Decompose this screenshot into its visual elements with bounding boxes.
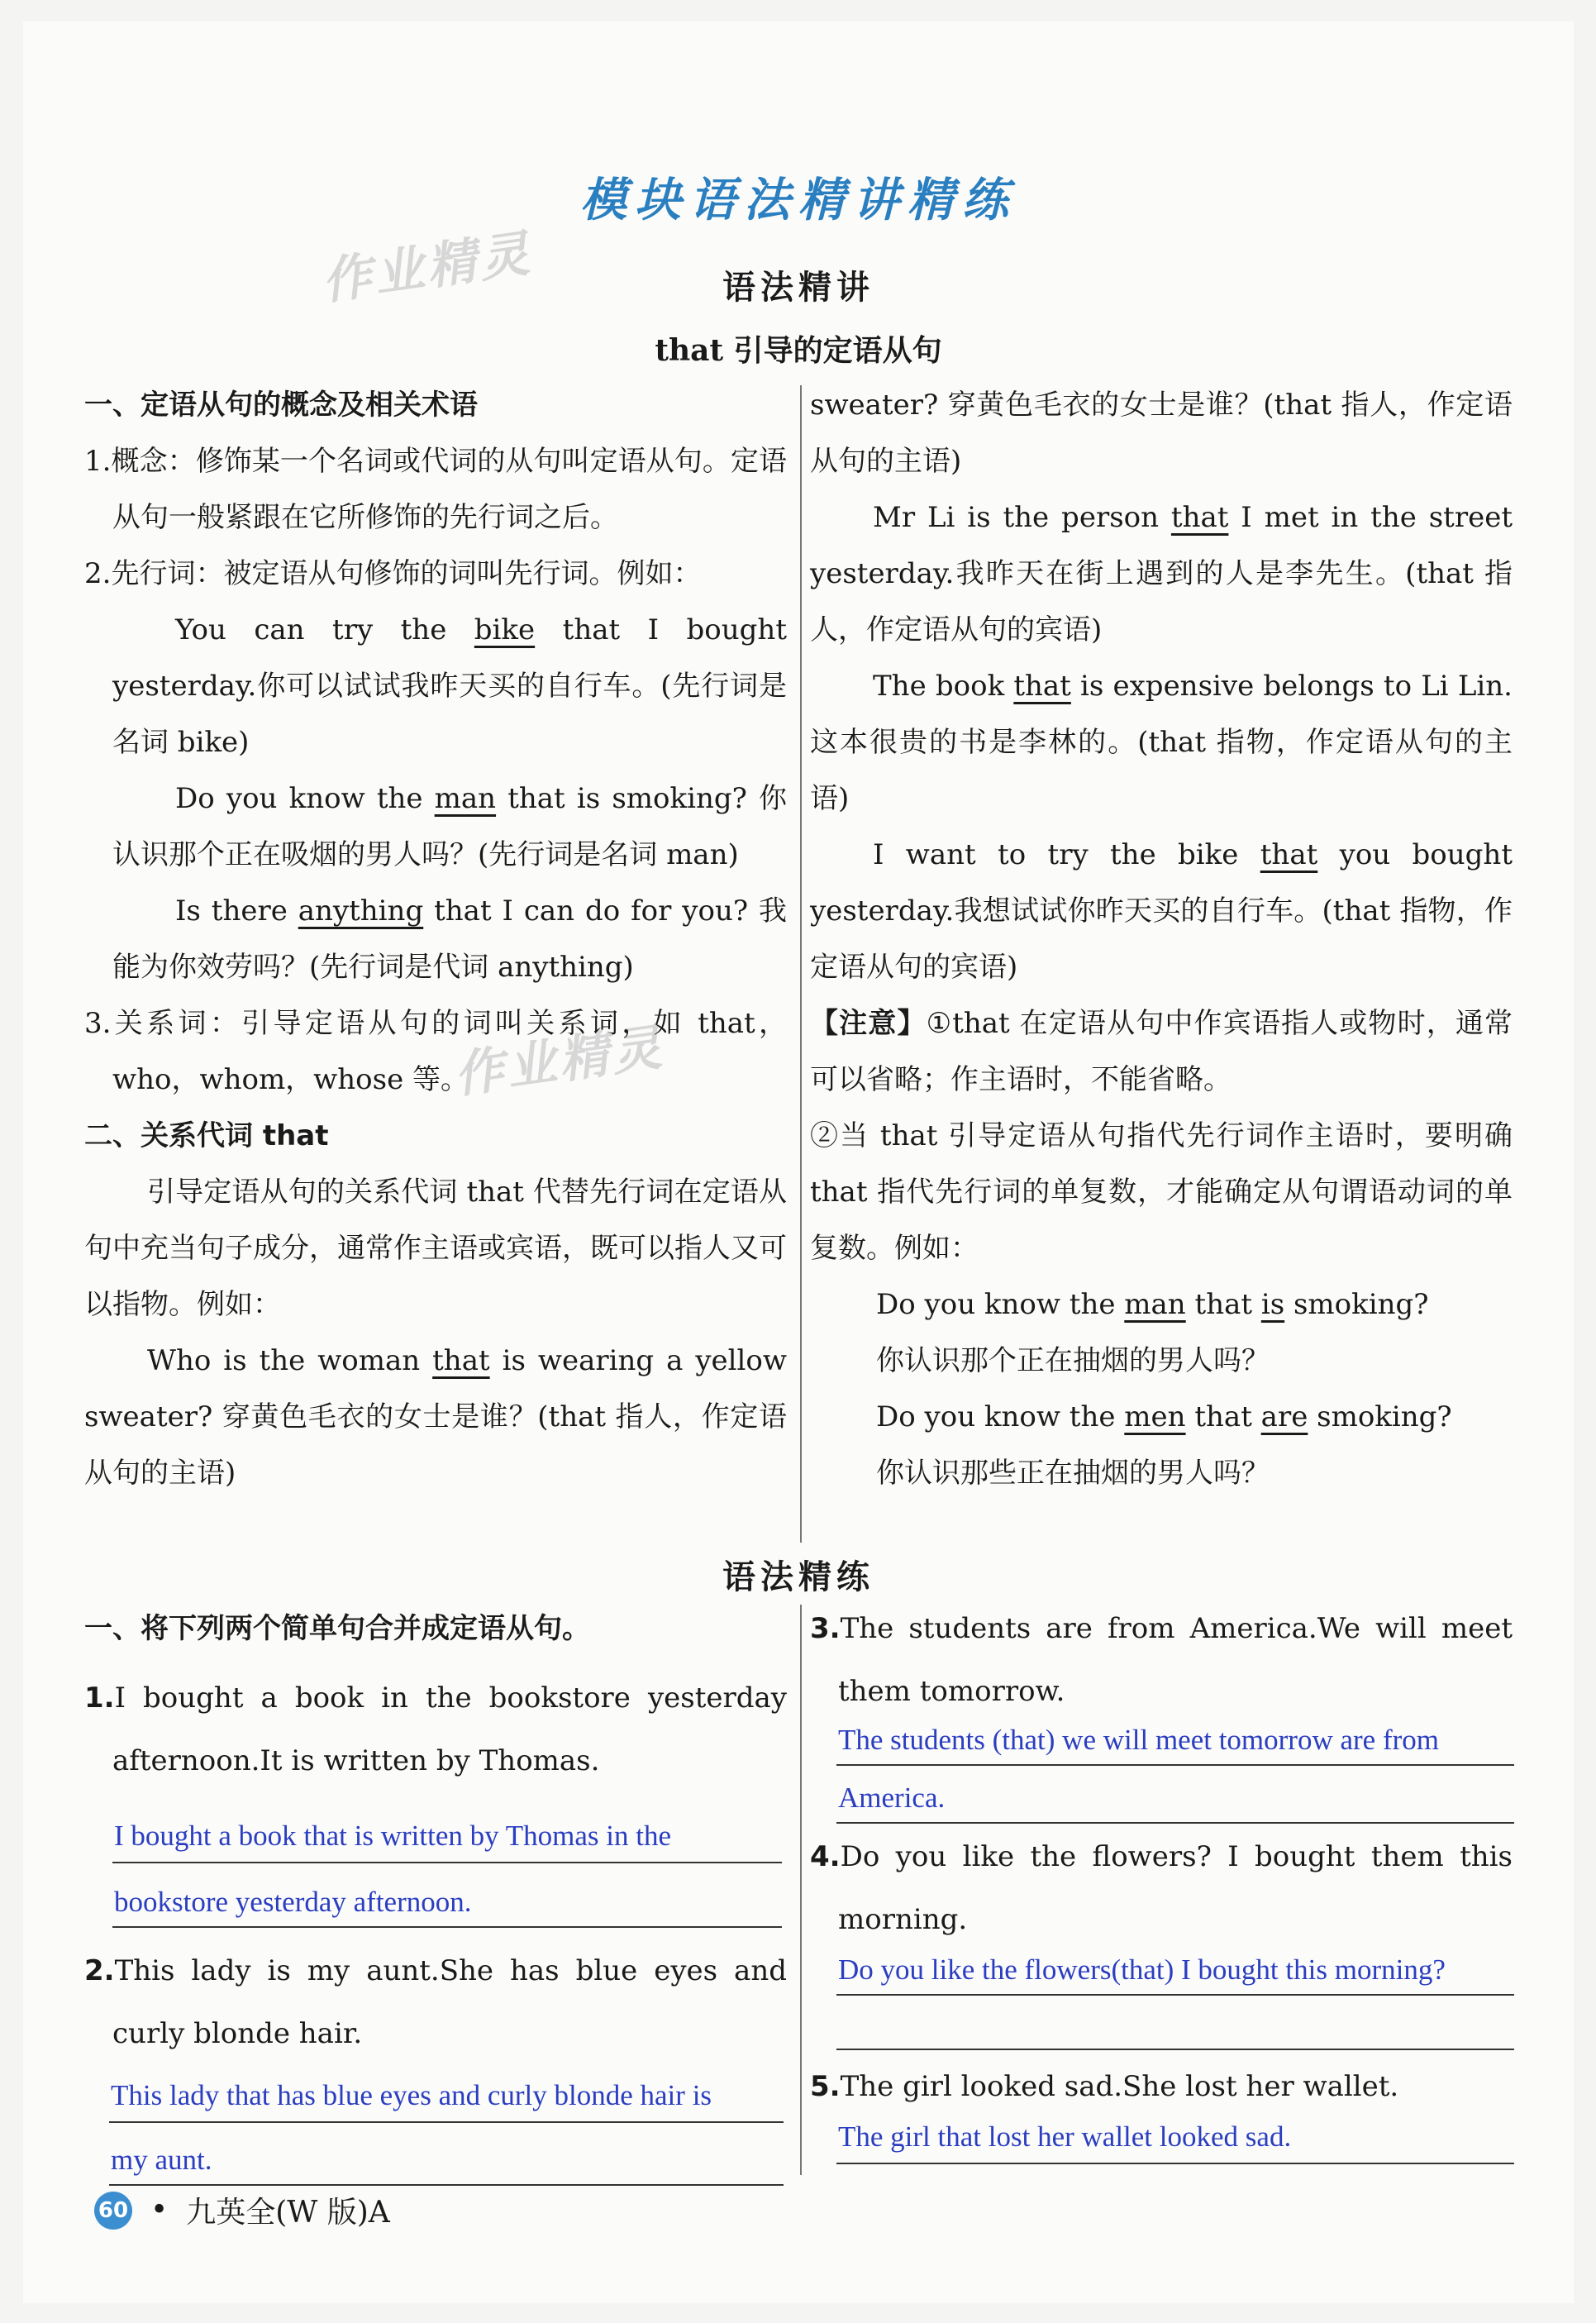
example-sentence: Do you know the men that are smoking?	[876, 1400, 1452, 1433]
question-5: 5.The girl looked sad.She lost her wallet.	[810, 2070, 1399, 2103]
page-footer	[94, 2189, 390, 2231]
practice-heading: 一、将下列两个简单句合并成定语从句。	[84, 1612, 590, 1645]
practice-title: 语法精练	[722, 1557, 874, 1596]
watermark: 作业精灵	[450, 1018, 669, 1105]
answer-line-text: The girl that lost her wallet looked sad.	[838, 2120, 1292, 2153]
answer-line	[112, 1862, 782, 1863]
answer-line-text: Do you like the flowers(that) I bought this morning?	[838, 1953, 1446, 1986]
answer-line	[836, 2049, 1514, 2050]
column-divider	[800, 1605, 802, 2175]
that-paragraph: 引导定语从句的关系代词 that 代替先行词在定语从句中充当句子成分，通常作主语或宾语，既可以指人又可以指物。例如：	[84, 1176, 787, 1321]
example-sentence: Is there anything that I can do for you? 我能为你效劳吗？(先行词是代词 anything)	[112, 894, 787, 984]
answer-line-text: I bought a book that is written by Thomas in the	[114, 1820, 671, 1852]
answer-line	[836, 2163, 1514, 2164]
example-translation: 你认识那些正在抽烟的男人吗？	[876, 1457, 1270, 1490]
section-heading: 一、定语从句的概念及相关术语	[84, 389, 478, 422]
book-label: 九英全(W 版)A	[186, 2196, 390, 2230]
question-2: 2.This lady is my aunt.She has blue eyes and curly blonde hair.	[84, 1954, 787, 2050]
question-3: 3.The students are from America.We will meet them tomorrow.	[810, 1612, 1513, 1708]
lecture-right-column	[810, 377, 1513, 1501]
antecedent-paragraph: 2.先行词：被定语从句修饰的词叫先行词。例如：	[84, 557, 702, 590]
lecture-left-column	[84, 377, 787, 1490]
answer-line	[836, 1764, 1514, 1766]
answer-line-text: The students (that) we will meet tomorrow are from	[838, 1724, 1440, 1756]
answer-line-text: America.	[838, 1782, 946, 1814]
example-sentence: Mr Li is the person that I met in the street yesterday.我昨天在街上遇到的人是李先生。(that 指人，作定语从句的宾语)	[810, 501, 1513, 646]
relative-word-paragraph: 3.关系词：引导定语从句的词叫关系词，如 that，who，whom，whose 等。	[84, 1007, 787, 1096]
note-paragraph: 【注意】①that 在定语从句中作宾语指人或物时，通常可以省略；作主语时，不能省略。	[810, 1007, 1513, 1096]
answer-line-text: This lady that has blue eyes and curly blonde hair is	[111, 2079, 712, 2111]
example-translation: 你认识那个正在抽烟的男人吗？	[876, 1344, 1270, 1377]
workbook-page	[23, 21, 1574, 2303]
example-sentence: You can try the bike that I bought yesterday.你可以试试我昨天买的自行车。(先行词是名词 bike)	[112, 613, 787, 759]
question-4: 4.Do you like the flowers? I bought them this morning.	[810, 1840, 1513, 1936]
answer-line	[109, 2121, 784, 2123]
answer-line	[109, 2184, 784, 2186]
example-sentence: Do you know the man that is smoking? 你认识那个正在吸烟的男人吗？(先行词是名词 man)	[112, 782, 787, 871]
note-paragraph: ②当 that 引导定语从句指代先行词作主语时，要明确 that 指代先行词的单复数，才能确定从句谓语动词的单复数。例如：	[810, 1119, 1513, 1265]
answer-line	[836, 1994, 1514, 1996]
example-sentence: The book that is expensive belongs to Li Lin.这本很贵的书是李林的。(that 指物，作定语从句的主语)	[810, 670, 1513, 815]
example-sentence: I want to try the bike that you bought yesterday.我想试试你昨天买的自行车。(that 指物，作定语从句的宾语)	[810, 838, 1513, 984]
column-divider	[800, 385, 802, 1543]
lecture-title: 语法精讲	[722, 268, 874, 307]
answer-line	[112, 1926, 782, 1928]
watermark: 作业精灵	[318, 224, 536, 312]
page-title: 模块语法精讲精练	[580, 173, 1017, 227]
answer-line	[836, 1822, 1514, 1824]
example-sentence-continued: sweater? 穿黄色毛衣的女士是谁？(that 指人，作定语从句的主语)	[810, 389, 1513, 478]
question-1: 1.I bought a book in the bookstore yesterday afternoon.It is written by Thomas.	[84, 1681, 787, 1777]
concept-paragraph: 1.概念：修饰某一个名词或代词的从句叫定语从句。定语从句一般紧跟在它所修饰的先行词之后。	[84, 445, 787, 534]
answer-line-text: bookstore yesterday afternoon.	[114, 1886, 472, 1918]
example-sentence: Do you know the man that is smoking?	[876, 1288, 1429, 1321]
lecture-subtitle: that 引导的定语从句	[655, 333, 942, 368]
example-sentence: Who is the woman that is wearing a yellow sweater? 穿黄色毛衣的女士是谁？(that 指人，作定语从句的主语)	[84, 1344, 787, 1490]
answer-line-text: my aunt.	[111, 2144, 212, 2176]
section-heading: 二、关系代词 that	[84, 1119, 329, 1152]
footer-dot: •	[150, 2193, 169, 2227]
page-number-badge: 60	[94, 2192, 132, 2230]
